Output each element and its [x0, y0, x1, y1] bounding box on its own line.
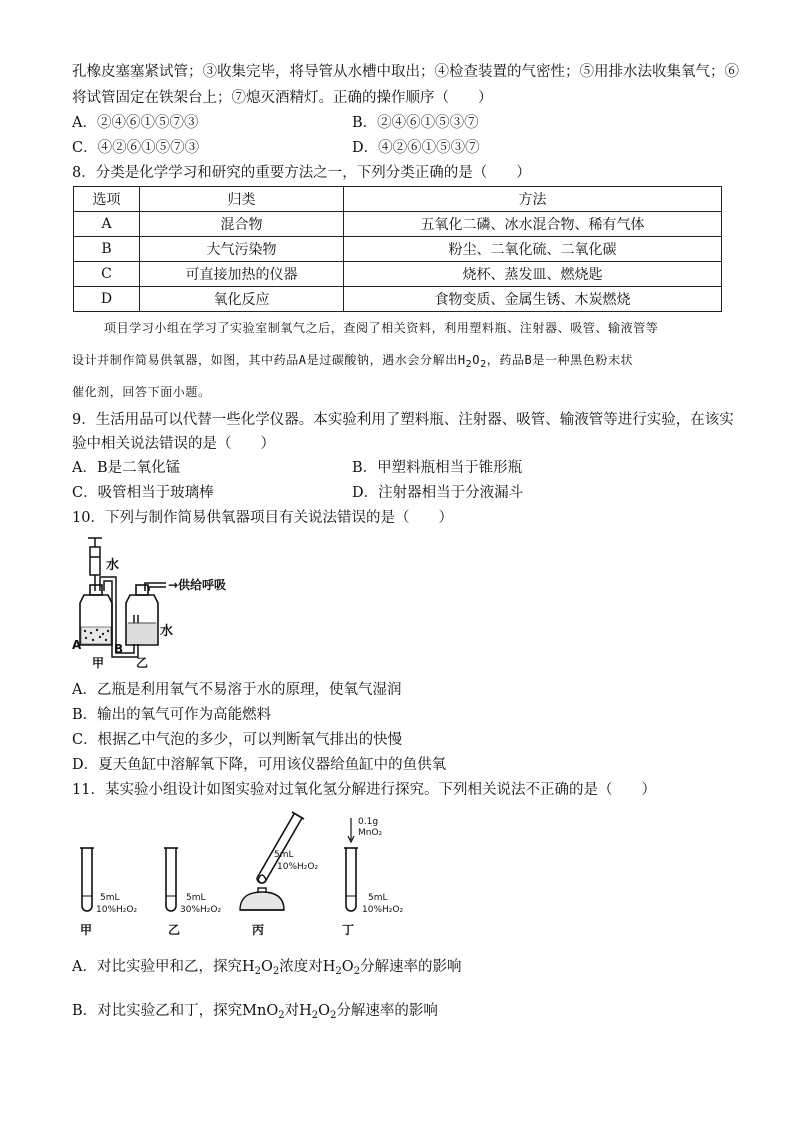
table-row: [74, 262, 722, 287]
q10-option-b: B．输出的氧气可作为高能燃料: [72, 707, 272, 723]
q9-line-2: 验中相关说法错误的是（ ）: [72, 436, 275, 452]
cell-method: 五氧化二磷、冰水混合物、稀有气体: [344, 212, 722, 237]
q8-stem: 8．分类是化学学习和研究的重要方法之一，下列分类正确的是（ ）: [72, 165, 531, 181]
q9-option-a: A．B是二氧化锰: [72, 460, 181, 476]
cell-option: D: [74, 287, 140, 312]
tube-ding-label: 丁: [342, 923, 355, 937]
cell-category: 大气污染物: [140, 237, 344, 262]
oxygen-supplier-diagram: [66, 535, 256, 675]
context-line-1: 项目学习小组在学习了实验室制氧气之后，查阅了相关资料，利用塑料瓶、注射器、吸管、输液管等: [104, 321, 659, 335]
header-option: 选项: [74, 187, 140, 212]
q7-line-1: 孔橡皮塞塞紧试管；③收集完毕，将导管从水槽中取出；④检查装置的气密性；⑤用排水法收集氧气；⑥: [72, 64, 739, 80]
context-line-3: 催化剂，回答下面小题。: [72, 385, 211, 399]
test-tube-yi: [164, 848, 178, 911]
tube-ding-volume: 5mL: [368, 893, 388, 903]
q7-line-2: 将试管固定在铁架台上；⑦熄灭酒精灯。正确的操作顺序（ ）: [72, 90, 493, 106]
test-tube-bing: [257, 812, 304, 883]
water-label-2: 水: [160, 624, 174, 639]
q7-option-d: D．④②⑥①⑤③⑦: [352, 140, 480, 156]
label-jia: 甲: [92, 656, 105, 670]
classification-table: [73, 186, 722, 312]
label-a: A: [72, 638, 82, 652]
tube-jia-concentration: 10%H₂O₂: [96, 905, 138, 915]
q11-option-b: B．对比实验乙和丁，探究MnO$_2$对$H_2O_2$分解速率的影响: [72, 1003, 438, 1021]
tube-ding-additive-mass: 0.1g: [358, 817, 379, 827]
cell-category: 混合物: [140, 212, 344, 237]
cell-category: 可直接加热的仪器: [140, 262, 344, 287]
q9-option-d: D．注射器相当于分液漏斗: [352, 485, 524, 501]
test-tube-ding: [344, 818, 358, 911]
cell-option: B: [74, 237, 140, 262]
header-method: 方法: [344, 187, 722, 212]
q9-option-c: C．吸管相当于玻璃棒: [72, 485, 214, 501]
q11-option-a: A．对比实验甲和乙，探究$H_2O_2$浓度对$H_2O_2$分解速率的影响: [72, 959, 462, 977]
header-category: 归类: [140, 187, 344, 212]
cell-method: 粉尘、二氧化硫、二氧化碳: [344, 237, 722, 262]
context-line-2: 设计并制作简易供氧器，如图，其中药品A是过碳酸钠，遇水会分解出$H_2O_2$，药品B是一种黑色粉末状: [72, 353, 634, 370]
q9-line-1: 9．生活用品可以代替一些化学仪器。本实验利用了塑料瓶、注射器、吸管、输液管等进行实验，在该实: [72, 412, 734, 428]
tube-ding-concentration: 10%H₂O₂: [362, 905, 404, 915]
table-header-row: [74, 187, 722, 212]
alcohol-lamp-icon: [240, 875, 284, 910]
q10-option-d: D．夏天鱼缸中溶解氧下降，可用该仪器给鱼缸中的鱼供氧: [72, 757, 447, 773]
tube-jia-volume: 5mL: [100, 893, 120, 903]
cell-option: C: [74, 262, 140, 287]
q7-option-b: B．②④⑥①⑤③⑦: [352, 115, 479, 131]
h2o2-experiment-diagram: [72, 810, 432, 940]
cell-method: 食物变质、金属生锈、木炭燃烧: [344, 287, 722, 312]
water-label-1: 水: [106, 558, 120, 573]
water-in-yi: [127, 623, 157, 644]
cell-method: 烧杯、蒸发皿、燃烧匙: [344, 262, 722, 287]
test-tube-jia: [80, 848, 94, 911]
tube-yi-label: 乙: [168, 923, 181, 937]
cell-option: A: [74, 212, 140, 237]
q10-stem: 10．下列与制作简易供氧器项目有关说法错误的是（ ）: [72, 510, 453, 526]
table-row: [74, 287, 722, 312]
tube-jia-label: 甲: [80, 923, 93, 937]
q7-option-a: A．②④⑥①⑤⑦③: [72, 115, 199, 131]
tube-yi-volume: 5mL: [186, 893, 206, 903]
tube-yi-concentration: 30%H₂O₂: [180, 905, 222, 915]
tube-bing-volume: 5mL: [274, 850, 294, 860]
tube-bing-label: 丙: [252, 923, 265, 937]
q9-option-b: B．甲塑料瓶相当于锥形瓶: [352, 460, 523, 476]
q10-option-a: A．乙瓶是利用氧气不易溶于水的原理，使氧气湿润: [72, 682, 402, 698]
powder-a: [81, 627, 111, 644]
q10-option-c: C．根据乙中气泡的多少，可以判断氧气排出的快慢: [72, 732, 403, 748]
supply-breath-label: →供给呼吸: [168, 578, 227, 592]
label-yi: 乙: [136, 656, 149, 670]
tube-ding-additive: MnO₂: [358, 828, 383, 838]
q7-option-c: C．④②⑥①⑤⑦③: [72, 140, 200, 156]
tube-bing-concentration: 10%H₂O₂: [277, 862, 319, 872]
cell-category: 氧化反应: [140, 287, 344, 312]
label-b: B: [114, 642, 124, 656]
table-row: [74, 237, 722, 262]
q11-stem: 11．某实验小组设计如图实验对过氧化氢分解进行探究。下列相关说法不正确的是（ ）: [72, 782, 656, 798]
table-row: [74, 212, 722, 237]
